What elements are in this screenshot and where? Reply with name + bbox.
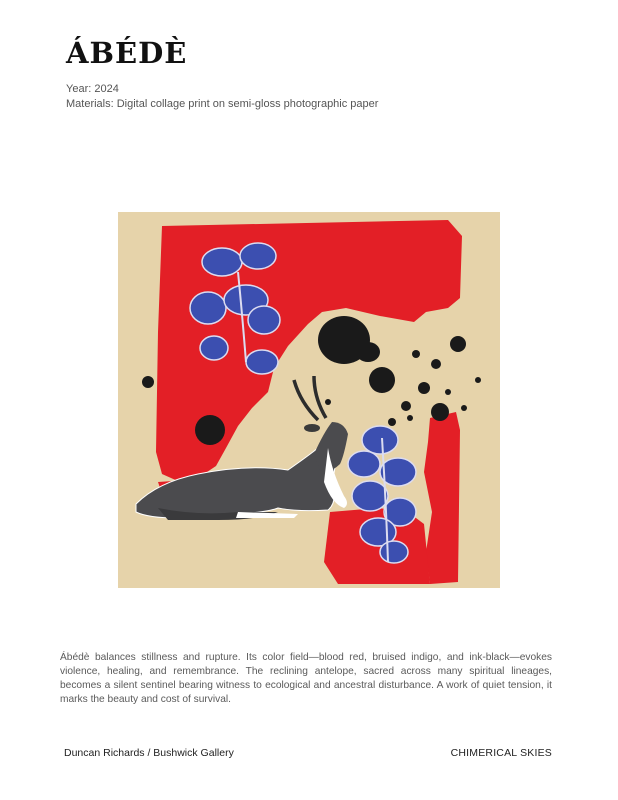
- artwork-image: [118, 212, 500, 588]
- year-line: Year: 2024: [66, 83, 119, 95]
- artwork-title: ÁBÉDÈ: [66, 36, 188, 70]
- artist-gallery-credit: Duncan Richards / Bushwick Gallery: [64, 747, 234, 759]
- series-name: CHIMERICAL SKIES: [450, 747, 552, 759]
- materials-line: Materials: Digital collage print on semi-gloss photographic paper: [66, 98, 379, 110]
- artwork-meta: [66, 82, 378, 112]
- artwork-description: Ábédè balances stillness and rupture. Its color field—blood red, bruised indigo, and ink-black—evokes violence, healing, and remembrance. The reclining antelope, sacred across many spiritual lineages, becomes a silent sentinel bearing witness to ecological and ancestral disturbance. A work of quiet tension, it marks the beauty and cost of survival.: [60, 652, 552, 705]
- collage-svg: [118, 212, 500, 588]
